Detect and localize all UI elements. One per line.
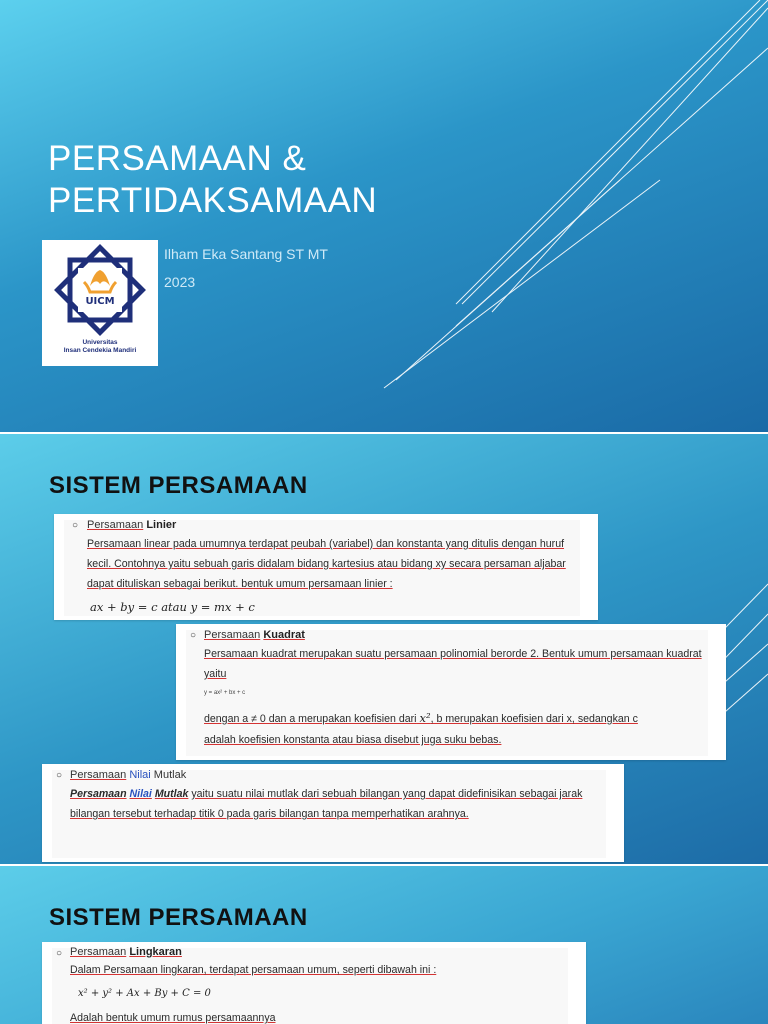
card-label: Persamaan Nilai Mutlak [70,769,187,781]
card-text: Persamaan linear pada umumnya terdapat peubah (variabel) dan konstanta yang ditulis dengan huruf kecil. Contohnya yaitu sebuah garis didalam bidang kartesius atau bidang xy secara persaman aljabar dapat dituliskan sebagai berikut. bentuk umum persamaan linier : [87,538,566,590]
svg-text:UICM: UICM [85,296,115,307]
section-heading: SISTEM PERSAMAAN [49,472,308,499]
year: 2023 [164,274,196,290]
card-label: Persamaan Kuadrat [204,629,305,641]
circle-equation: x² + y² + Ax + By + C = 0 [78,988,211,999]
small-equation: y = ax² + bx + c [204,690,246,696]
card-label: Persamaan Lingkaran [70,946,182,958]
circle-equation-card [42,942,586,1024]
card-text: Dalam Persamaan lingkaran, terdapat persamaan umum, seperti dibawah ini : [70,964,437,976]
linear-equation-card [54,514,598,620]
card-text-3: adalah koefisien konstanta atau biasa disebut juga suku bebas. [204,734,502,746]
quadratic-equation-card [176,624,726,760]
author-name: Ilham Eka Santang ST MT [164,246,328,262]
section-heading: SISTEM PERSAMAAN [49,904,308,931]
bullet-icon: ○ [190,630,197,641]
bullet-icon: ○ [72,520,79,531]
card-text-2: dengan a ≠ 0 dan a merupakan koefisien dari x², b merupakan koefisien dari x, sedangkan c [204,711,638,725]
university-logo: UICM Universitas Insan Cendekia Mandiri [42,240,158,366]
content-slide-2 [0,866,768,1024]
content-slide [0,434,768,864]
card-text-2: Adalah bentuk umum rumus persamaannya [70,1012,276,1024]
presentation-title: PERSAMAAN & PERTIDAKSAMAAN [48,139,378,220]
bullet-icon: ○ [56,948,63,959]
title-slide [0,0,768,432]
absolute-value-equation-card [42,764,624,862]
star-emblem-icon [42,240,158,340]
card-label: Persamaan Linier [87,519,177,531]
card-text: Persamaan Nilai Mutlak yaitu suatu nilai mutlak dari sebuah bilangan yang dapat didefinisikan sebagai jarak bilangan tersebut terhadap titik 0 pada garis bilangan tanpa memperhatikan arahnya. [70,788,583,820]
bullet-icon: ○ [56,770,63,781]
linear-equation: ax + by = c atau y = mx + c [90,600,255,614]
card-text: Persamaan kuadrat merupakan suatu persamaan polinomial berorde 2. Bentuk umum persamaan kuadrat yaitu [204,648,702,680]
